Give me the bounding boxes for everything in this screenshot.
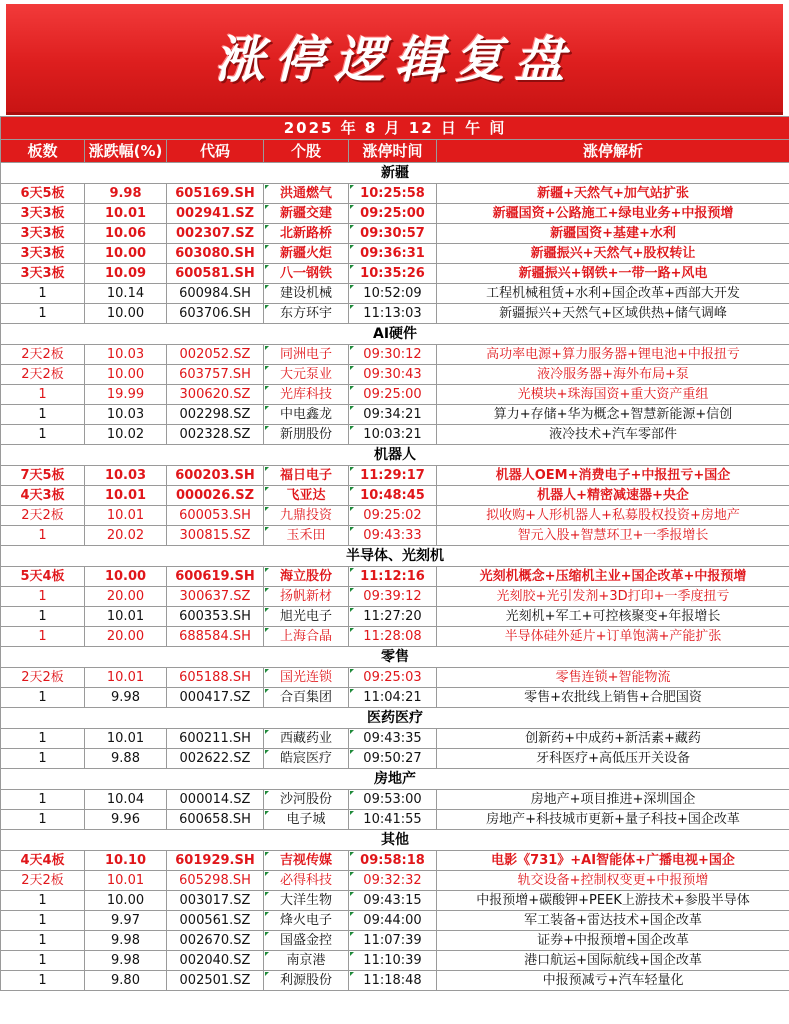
stock-name-cell: 海立股份 (264, 567, 349, 587)
limit-up-table (0, 116, 789, 991)
section-title: 医药医疗 (1, 708, 789, 729)
board-cell: 1 (1, 891, 85, 911)
stock-name-cell: 皓宸医疗 (264, 749, 349, 769)
change-cell: 9.98 (85, 951, 167, 971)
code-cell: 300620.SZ (167, 385, 264, 405)
code-cell: 002328.SZ (167, 425, 264, 445)
table-row (1, 891, 789, 911)
stock-name-cell: 九鼎投资 (264, 506, 349, 526)
stock-name-cell: 利源股份 (264, 971, 349, 991)
table-row (1, 951, 789, 971)
stock-name-cell: 吉视传媒 (264, 851, 349, 871)
stock-name-cell: 新朋股份 (264, 425, 349, 445)
change-cell: 20.02 (85, 526, 167, 546)
section-title: 新疆 (1, 163, 789, 184)
limit-time-cell: 10:25:58 (349, 184, 437, 204)
change-cell: 9.88 (85, 749, 167, 769)
reason-cell: 房地产+项目推进+深圳国企 (437, 790, 789, 810)
reason-cell: 算力+存储+华为概念+智慧新能源+信创 (437, 405, 789, 425)
section-title: AI硬件 (1, 324, 789, 345)
stock-name-cell: 必得科技 (264, 871, 349, 891)
section-header-row (1, 546, 789, 567)
table-row (1, 506, 789, 526)
reason-cell: 军工装备+雷达技术+国企改革 (437, 911, 789, 931)
stock-name-cell: 飞亚达 (264, 486, 349, 506)
limit-time-cell: 10:35:26 (349, 264, 437, 284)
header-change: 涨跌幅(%) (85, 140, 167, 163)
reason-cell: 机器人+精密减速器+央企 (437, 486, 789, 506)
reason-cell: 零售+农批线上销售+合肥国资 (437, 688, 789, 708)
table-row (1, 790, 789, 810)
table-row (1, 911, 789, 931)
table-row (1, 526, 789, 546)
section-header-row (1, 708, 789, 729)
board-cell: 1 (1, 931, 85, 951)
header-stock: 个股 (264, 140, 349, 163)
board-cell: 7天5板 (1, 466, 85, 486)
header-reason: 涨停解析 (437, 140, 789, 163)
limit-time-cell: 09:25:03 (349, 668, 437, 688)
code-cell: 003017.SZ (167, 891, 264, 911)
code-cell: 000417.SZ (167, 688, 264, 708)
change-cell: 9.97 (85, 911, 167, 931)
reason-cell: 新疆+天然气+加气站扩张 (437, 184, 789, 204)
board-cell: 1 (1, 749, 85, 769)
board-cell: 3天3板 (1, 204, 85, 224)
board-cell: 1 (1, 526, 85, 546)
section-title: 机器人 (1, 445, 789, 466)
reason-cell: 牙科医疗+高低压开关设备 (437, 749, 789, 769)
reason-cell: 拟收购+人形机器人+私募股权投资+房地产 (437, 506, 789, 526)
table-row (1, 184, 789, 204)
limit-time-cell: 11:07:39 (349, 931, 437, 951)
code-cell: 002941.SZ (167, 204, 264, 224)
table-row (1, 244, 789, 264)
code-cell: 000561.SZ (167, 911, 264, 931)
stock-name-cell: 中电鑫龙 (264, 405, 349, 425)
code-cell: 600211.SH (167, 729, 264, 749)
section-header-row (1, 769, 789, 790)
table-row (1, 688, 789, 708)
board-cell: 4天4板 (1, 851, 85, 871)
stock-name-cell: 国光连锁 (264, 668, 349, 688)
change-cell: 10.09 (85, 264, 167, 284)
change-cell: 20.00 (85, 627, 167, 647)
board-cell: 3天3板 (1, 244, 85, 264)
limit-time-cell: 11:18:48 (349, 971, 437, 991)
limit-time-cell: 09:43:15 (349, 891, 437, 911)
change-cell: 10.00 (85, 304, 167, 324)
reason-cell: 光刻胶+光引发剂+3D打印+一季度扭亏 (437, 587, 789, 607)
code-cell: 600619.SH (167, 567, 264, 587)
change-cell: 10.14 (85, 284, 167, 304)
stock-name-cell: 旭光电子 (264, 607, 349, 627)
limit-time-cell: 09:58:18 (349, 851, 437, 871)
section-header-row (1, 163, 789, 184)
limit-time-cell: 09:34:21 (349, 405, 437, 425)
code-cell: 603757.SH (167, 365, 264, 385)
limit-time-cell: 09:43:35 (349, 729, 437, 749)
change-cell: 10.01 (85, 607, 167, 627)
stock-name-cell: 西藏药业 (264, 729, 349, 749)
board-cell: 2天2板 (1, 871, 85, 891)
change-cell: 10.00 (85, 244, 167, 264)
stock-name-cell: 北新路桥 (264, 224, 349, 244)
limit-time-cell: 09:32:32 (349, 871, 437, 891)
reason-cell: 新疆振兴+钢铁+一带一路+风电 (437, 264, 789, 284)
reason-cell: 机器人OEM+消费电子+中报扭亏+国企 (437, 466, 789, 486)
change-cell: 10.00 (85, 567, 167, 587)
table-row (1, 567, 789, 587)
change-cell: 10.01 (85, 486, 167, 506)
change-cell: 10.01 (85, 729, 167, 749)
code-cell: 300637.SZ (167, 587, 264, 607)
change-cell: 9.98 (85, 931, 167, 951)
board-cell: 3天3板 (1, 224, 85, 244)
code-cell: 603706.SH (167, 304, 264, 324)
board-cell: 1 (1, 385, 85, 405)
stock-name-cell: 洪通燃气 (264, 184, 349, 204)
limit-time-cell: 09:50:27 (349, 749, 437, 769)
code-cell: 600353.SH (167, 607, 264, 627)
code-cell: 600053.SH (167, 506, 264, 526)
section-header-row (1, 445, 789, 466)
limit-time-cell: 09:43:33 (349, 526, 437, 546)
table-row (1, 466, 789, 486)
section-header-row (1, 830, 789, 851)
reason-cell: 中报预增+碳酸钾+PEEK上游技术+参股半导体 (437, 891, 789, 911)
limit-time-cell: 10:52:09 (349, 284, 437, 304)
stock-name-cell: 东方环宇 (264, 304, 349, 324)
board-cell: 1 (1, 425, 85, 445)
table-row (1, 971, 789, 991)
code-cell: 688584.SH (167, 627, 264, 647)
reason-cell: 零售连锁+智能物流 (437, 668, 789, 688)
table-row (1, 224, 789, 244)
reason-cell: 港口航运+国际航线+国企改革 (437, 951, 789, 971)
change-cell: 9.96 (85, 810, 167, 830)
change-cell: 10.06 (85, 224, 167, 244)
table-row (1, 627, 789, 647)
table-row (1, 587, 789, 607)
code-cell: 600581.SH (167, 264, 264, 284)
change-cell: 10.02 (85, 425, 167, 445)
table-row (1, 668, 789, 688)
stock-name-cell: 八一钢铁 (264, 264, 349, 284)
change-cell: 9.98 (85, 688, 167, 708)
table-row (1, 607, 789, 627)
limit-time-cell: 09:25:02 (349, 506, 437, 526)
table-row (1, 204, 789, 224)
limit-time-cell: 10:41:55 (349, 810, 437, 830)
board-cell: 1 (1, 627, 85, 647)
board-cell: 1 (1, 810, 85, 830)
table-row (1, 385, 789, 405)
section-title: 半导体、光刻机 (1, 546, 789, 567)
table-row (1, 425, 789, 445)
board-cell: 2天2板 (1, 506, 85, 526)
code-cell: 600658.SH (167, 810, 264, 830)
change-cell: 10.03 (85, 345, 167, 365)
limit-time-cell: 11:27:20 (349, 607, 437, 627)
section-header-row (1, 647, 789, 668)
stock-name-cell: 光库科技 (264, 385, 349, 405)
session-date: 2025 年 8 月 12 日 午 间 (1, 117, 789, 140)
reason-cell: 新疆振兴+天然气+股权转让 (437, 244, 789, 264)
limit-time-cell: 11:13:03 (349, 304, 437, 324)
reason-cell: 证券+中报预增+国企改革 (437, 931, 789, 951)
page-title: 涨停逻辑复盘 (214, 31, 575, 89)
limit-time-cell: 09:44:00 (349, 911, 437, 931)
board-cell: 1 (1, 284, 85, 304)
stock-name-cell: 扬帆新材 (264, 587, 349, 607)
limit-time-cell: 09:36:31 (349, 244, 437, 264)
board-cell: 6天5板 (1, 184, 85, 204)
table-row (1, 931, 789, 951)
board-cell: 1 (1, 688, 85, 708)
code-cell: 000014.SZ (167, 790, 264, 810)
header-time: 涨停时间 (349, 140, 437, 163)
change-cell: 10.01 (85, 871, 167, 891)
board-cell: 1 (1, 405, 85, 425)
limit-time-cell: 09:25:00 (349, 385, 437, 405)
table-header (1, 140, 789, 163)
code-cell: 601929.SH (167, 851, 264, 871)
reason-cell: 工程机械租赁+水利+国企改革+西部大开发 (437, 284, 789, 304)
reason-cell: 房地产+科技城市更新+量子科技+国企改革 (437, 810, 789, 830)
board-cell: 2天2板 (1, 345, 85, 365)
board-cell: 3天3板 (1, 264, 85, 284)
stock-name-cell: 大洋生物 (264, 891, 349, 911)
section-title: 其他 (1, 830, 789, 851)
reason-cell: 光模块+珠海国资+重大资产重组 (437, 385, 789, 405)
change-cell: 9.98 (85, 184, 167, 204)
table-row (1, 486, 789, 506)
board-cell: 1 (1, 304, 85, 324)
code-cell: 600984.SH (167, 284, 264, 304)
code-cell: 002622.SZ (167, 749, 264, 769)
change-cell: 10.00 (85, 891, 167, 911)
section-title: 房地产 (1, 769, 789, 790)
limit-time-cell: 09:30:12 (349, 345, 437, 365)
reason-cell: 光刻机+军工+可控核聚变+年报增长 (437, 607, 789, 627)
stock-name-cell: 新疆火炬 (264, 244, 349, 264)
board-cell: 4天3板 (1, 486, 85, 506)
reason-cell: 高功率电源+算力服务器+锂电池+中报扭亏 (437, 345, 789, 365)
code-cell: 002501.SZ (167, 971, 264, 991)
table-row (1, 405, 789, 425)
stock-name-cell: 新疆交建 (264, 204, 349, 224)
change-cell: 10.10 (85, 851, 167, 871)
change-cell: 20.00 (85, 587, 167, 607)
code-cell: 002670.SZ (167, 931, 264, 951)
board-cell: 1 (1, 790, 85, 810)
code-cell: 605188.SH (167, 668, 264, 688)
date-bar (1, 117, 789, 140)
board-cell: 2天2板 (1, 668, 85, 688)
code-cell: 603080.SH (167, 244, 264, 264)
stock-name-cell: 福日电子 (264, 466, 349, 486)
table-row (1, 264, 789, 284)
header-board: 板数 (1, 140, 85, 163)
change-cell: 10.01 (85, 204, 167, 224)
table-row (1, 284, 789, 304)
limit-time-cell: 09:30:43 (349, 365, 437, 385)
stock-name-cell: 南京港 (264, 951, 349, 971)
change-cell: 9.80 (85, 971, 167, 991)
reason-cell: 中报预减亏+汽车轻量化 (437, 971, 789, 991)
stock-name-cell: 玉禾田 (264, 526, 349, 546)
reason-cell: 光刻机概念+压缩机主业+国企改革+中报预增 (437, 567, 789, 587)
stock-name-cell: 上海合晶 (264, 627, 349, 647)
board-cell: 1 (1, 911, 85, 931)
stock-name-cell: 建设机械 (264, 284, 349, 304)
reason-cell: 新疆国资+公路施工+绿电业务+中报预增 (437, 204, 789, 224)
reason-cell: 液冷技术+汽车零部件 (437, 425, 789, 445)
section-header-row (1, 324, 789, 345)
stock-name-cell: 电子城 (264, 810, 349, 830)
table-row (1, 365, 789, 385)
board-cell: 1 (1, 729, 85, 749)
reason-cell: 液冷服务器+海外布局+泵 (437, 365, 789, 385)
change-cell: 10.00 (85, 365, 167, 385)
code-cell: 605169.SH (167, 184, 264, 204)
code-cell: 300815.SZ (167, 526, 264, 546)
table-row (1, 871, 789, 891)
table-row (1, 345, 789, 365)
change-cell: 10.04 (85, 790, 167, 810)
stock-name-cell: 大元泵业 (264, 365, 349, 385)
title-banner (0, 0, 789, 116)
reason-cell: 新疆振兴+天然气+区域供热+储气调峰 (437, 304, 789, 324)
board-cell: 1 (1, 587, 85, 607)
section-title: 零售 (1, 647, 789, 668)
table-row (1, 304, 789, 324)
board-cell: 1 (1, 951, 85, 971)
reason-cell: 新疆国资+基建+水利 (437, 224, 789, 244)
change-cell: 10.01 (85, 506, 167, 526)
reason-cell: 轨交设备+控制权变更+中报预增 (437, 871, 789, 891)
table-row (1, 729, 789, 749)
header-code: 代码 (167, 140, 264, 163)
board-cell: 2天2板 (1, 365, 85, 385)
title-banner-background (6, 4, 783, 115)
change-cell: 10.01 (85, 668, 167, 688)
stock-name-cell: 烽火电子 (264, 911, 349, 931)
limit-time-cell: 11:04:21 (349, 688, 437, 708)
code-cell: 002307.SZ (167, 224, 264, 244)
limit-time-cell: 09:39:12 (349, 587, 437, 607)
table-body (1, 163, 789, 991)
board-cell: 1 (1, 971, 85, 991)
stock-name-cell: 沙河股份 (264, 790, 349, 810)
table-row (1, 749, 789, 769)
limit-time-cell: 09:25:00 (349, 204, 437, 224)
board-cell: 5天4板 (1, 567, 85, 587)
limit-time-cell: 09:30:57 (349, 224, 437, 244)
table-row (1, 851, 789, 871)
table-row (1, 810, 789, 830)
limit-time-cell: 10:48:45 (349, 486, 437, 506)
code-cell: 002298.SZ (167, 405, 264, 425)
change-cell: 10.03 (85, 466, 167, 486)
code-cell: 002040.SZ (167, 951, 264, 971)
stock-name-cell: 国盛金控 (264, 931, 349, 951)
limit-time-cell: 11:29:17 (349, 466, 437, 486)
stock-name-cell: 合百集团 (264, 688, 349, 708)
reason-cell: 智元入股+智慧环卫+一季报增长 (437, 526, 789, 546)
stock-name-cell: 同洲电子 (264, 345, 349, 365)
reason-cell: 电影《731》+AI智能体+广播电视+国企 (437, 851, 789, 871)
limit-time-cell: 10:03:21 (349, 425, 437, 445)
reason-cell: 创新药+中成药+新活素+藏药 (437, 729, 789, 749)
code-cell: 000026.SZ (167, 486, 264, 506)
change-cell: 10.03 (85, 405, 167, 425)
code-cell: 600203.SH (167, 466, 264, 486)
code-cell: 605298.SH (167, 871, 264, 891)
reason-cell: 半导体硅外延片+订单饱满+产能扩张 (437, 627, 789, 647)
limit-time-cell: 09:53:00 (349, 790, 437, 810)
limit-time-cell: 11:12:16 (349, 567, 437, 587)
code-cell: 002052.SZ (167, 345, 264, 365)
limit-time-cell: 11:10:39 (349, 951, 437, 971)
board-cell: 1 (1, 607, 85, 627)
limit-time-cell: 11:28:08 (349, 627, 437, 647)
change-cell: 19.99 (85, 385, 167, 405)
